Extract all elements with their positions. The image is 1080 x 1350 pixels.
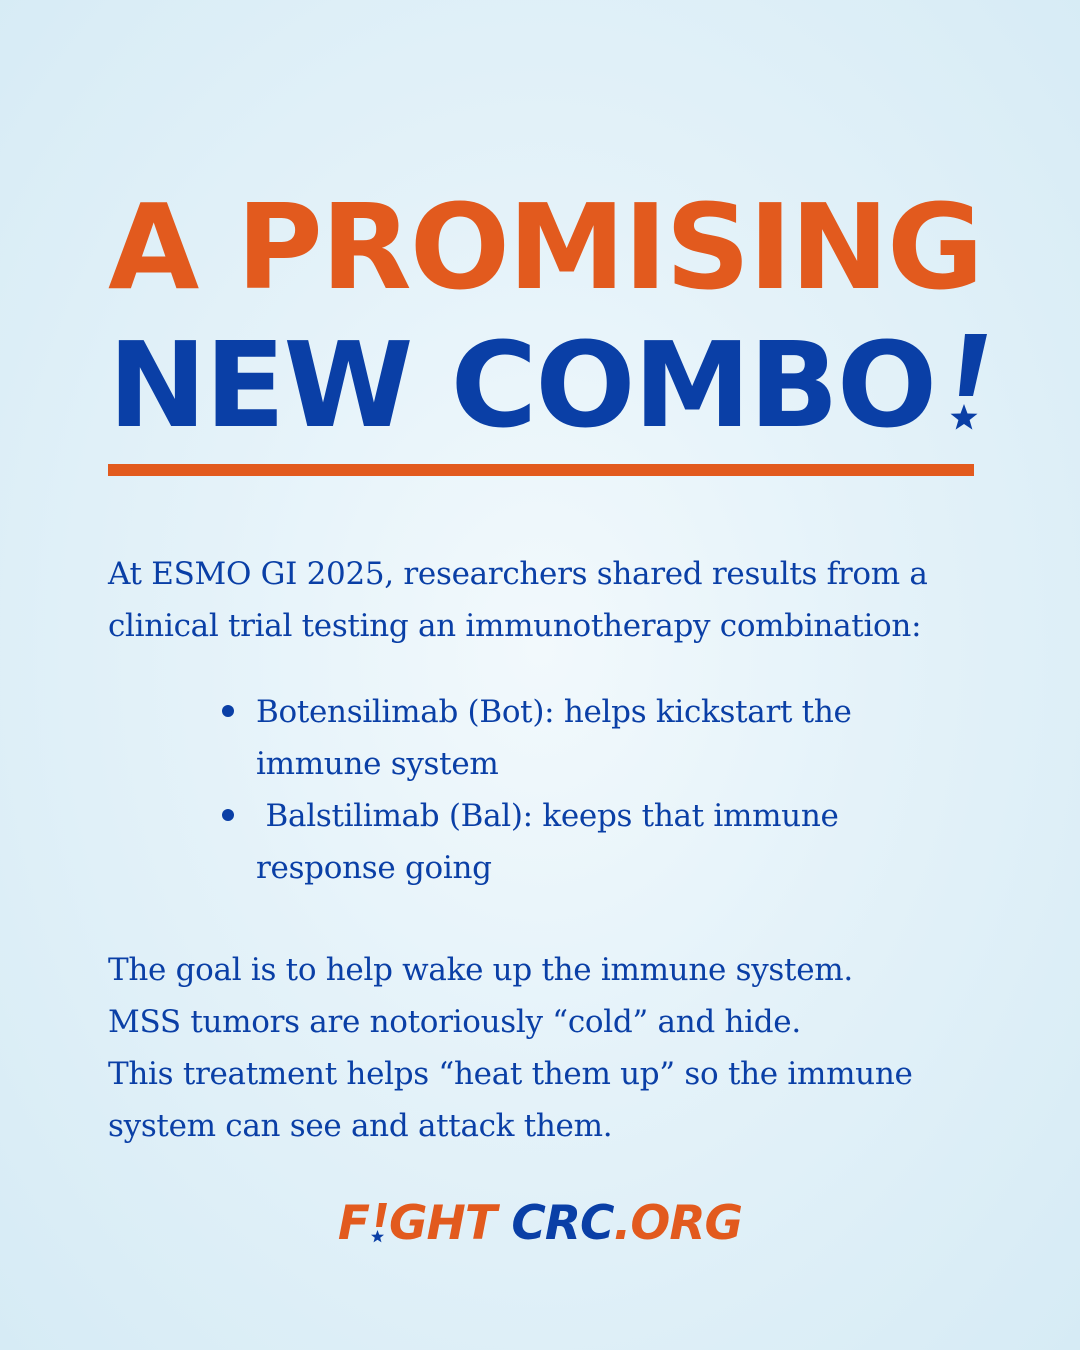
list-item-line: Balstilimab (Bal): keeps that immune xyxy=(256,798,839,834)
exclamation-star-icon xyxy=(947,326,989,436)
logo-org: .ORG xyxy=(613,1196,743,1251)
logo-crc: CRC xyxy=(511,1196,614,1251)
intro-paragraph xyxy=(108,548,988,652)
goal-line: This treatment helps “heat them up” so the immune xyxy=(108,1056,913,1092)
headline-line-2 xyxy=(108,316,972,454)
list-item-line: Botensilimab (Bot): helps kickstart the xyxy=(256,694,852,730)
fightcrc-logo[interactable] xyxy=(0,1196,1080,1252)
logo-fight-f: F xyxy=(337,1196,369,1251)
list-item xyxy=(220,686,980,790)
goal-line: system can see and attack them. xyxy=(108,1108,613,1144)
goal-paragraph xyxy=(108,944,988,1152)
exclamation-star-graphic xyxy=(947,334,989,438)
drug-list xyxy=(220,686,980,894)
list-item-line: response going xyxy=(256,850,492,886)
exclamation-star-icon xyxy=(370,1201,388,1245)
headline-line-2-text: NEW COMBO xyxy=(108,316,936,454)
headline-line-1: A PROMISING xyxy=(108,178,982,316)
intro-line: At ESMO GI 2025, researchers shared results from a xyxy=(108,556,928,592)
list-item xyxy=(220,790,980,894)
divider-rule xyxy=(108,464,974,476)
bullet-dot-icon xyxy=(222,705,234,717)
goal-line: MSS tumors are notoriously “cold” and hide. xyxy=(108,1004,801,1040)
list-item-line: immune system xyxy=(256,746,499,782)
logo-fight-rest: GHT xyxy=(388,1196,496,1251)
goal-line: The goal is to help wake up the immune system. xyxy=(108,952,853,988)
intro-line: clinical trial testing an immunotherapy combination: xyxy=(108,608,922,644)
bullet-dot-icon xyxy=(222,809,234,821)
logo-exclamation-graphic xyxy=(370,1201,388,1245)
